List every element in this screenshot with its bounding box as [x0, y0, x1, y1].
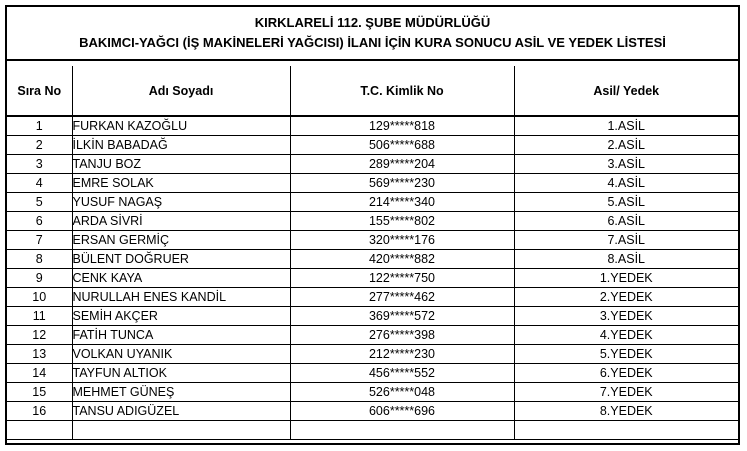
cell-adi-soyadi: FATİH TUNCA	[72, 326, 290, 345]
cell-tc-kimlik-no: 214*****340	[290, 193, 514, 212]
cell-sira-no: 5	[7, 193, 72, 212]
cell-sira-no: 13	[7, 345, 72, 364]
cell-sira-no: 10	[7, 288, 72, 307]
cell-adi-soyadi: TAYFUN ALTIOK	[72, 364, 290, 383]
cell-sira-no: 7	[7, 231, 72, 250]
cell-asil-yedek: 4.ASİL	[514, 174, 738, 193]
cell-sira-no: 3	[7, 155, 72, 174]
empty-cell	[72, 421, 290, 440]
cell-adi-soyadi: FURKAN KAZOĞLU	[72, 116, 290, 136]
cell-sira-no: 2	[7, 136, 72, 155]
cell-adi-soyadi: VOLKAN UYANIK	[72, 345, 290, 364]
cell-tc-kimlik-no: 129*****818	[290, 116, 514, 136]
cell-adi-soyadi: YUSUF NAGAŞ	[72, 193, 290, 212]
cell-tc-kimlik-no: 155*****802	[290, 212, 514, 231]
cell-asil-yedek: 8.ASİL	[514, 250, 738, 269]
table-row	[7, 136, 738, 155]
header-tc-kimlik-no: T.C. Kimlik No	[290, 66, 514, 116]
table-row	[7, 269, 738, 288]
empty-cell	[514, 421, 738, 440]
cell-tc-kimlik-no: 369*****572	[290, 307, 514, 326]
table-row	[7, 383, 738, 402]
cell-tc-kimlik-no: 420*****882	[290, 250, 514, 269]
cell-sira-no: 12	[7, 326, 72, 345]
cell-asil-yedek: 2.YEDEK	[514, 288, 738, 307]
cell-sira-no: 1	[7, 116, 72, 136]
table-row	[7, 250, 738, 269]
cell-tc-kimlik-no: 569*****230	[290, 174, 514, 193]
cell-sira-no: 4	[7, 174, 72, 193]
cell-adi-soyadi: ARDA SİVRİ	[72, 212, 290, 231]
table-row	[7, 345, 738, 364]
table-row	[7, 326, 738, 345]
table-row	[7, 174, 738, 193]
cell-asil-yedek: 7.ASİL	[514, 231, 738, 250]
table-body	[7, 116, 738, 440]
cell-sira-no: 15	[7, 383, 72, 402]
table-row	[7, 364, 738, 383]
cell-tc-kimlik-no: 289*****204	[290, 155, 514, 174]
result-table	[7, 66, 738, 440]
cell-asil-yedek: 4.YEDEK	[514, 326, 738, 345]
cell-sira-no: 14	[7, 364, 72, 383]
cell-adi-soyadi: TANSU ADIGÜZEL	[72, 402, 290, 421]
cell-asil-yedek: 3.YEDEK	[514, 307, 738, 326]
cell-tc-kimlik-no: 606*****696	[290, 402, 514, 421]
cell-tc-kimlik-no: 122*****750	[290, 269, 514, 288]
table-row	[7, 212, 738, 231]
cell-asil-yedek: 3.ASİL	[514, 155, 738, 174]
cell-adi-soyadi: NURULLAH ENES KANDİL	[72, 288, 290, 307]
cell-tc-kimlik-no: 320*****176	[290, 231, 514, 250]
cell-tc-kimlik-no: 212*****230	[290, 345, 514, 364]
cell-adi-soyadi: MEHMET GÜNEŞ	[72, 383, 290, 402]
table-row	[7, 402, 738, 421]
table-header-row	[7, 66, 738, 116]
cell-adi-soyadi: SEMİH AKÇER	[72, 307, 290, 326]
cell-sira-no: 9	[7, 269, 72, 288]
table-row	[7, 116, 738, 136]
cell-adi-soyadi: İLKİN BABADAĞ	[72, 136, 290, 155]
cell-tc-kimlik-no: 526*****048	[290, 383, 514, 402]
table-row	[7, 288, 738, 307]
cell-tc-kimlik-no: 506*****688	[290, 136, 514, 155]
cell-asil-yedek: 1.ASİL	[514, 116, 738, 136]
table-row	[7, 307, 738, 326]
cell-adi-soyadi: ERSAN GERMİÇ	[72, 231, 290, 250]
table-row	[7, 155, 738, 174]
cell-asil-yedek: 8.YEDEK	[514, 402, 738, 421]
cell-adi-soyadi: BÜLENT DOĞRUER	[72, 250, 290, 269]
empty-cell	[290, 421, 514, 440]
table-row	[7, 231, 738, 250]
cell-asil-yedek: 6.YEDEK	[514, 364, 738, 383]
header-asil-yedek: Asil/ Yedek	[514, 66, 738, 116]
cell-adi-soyadi: CENK KAYA	[72, 269, 290, 288]
empty-cell	[7, 421, 72, 440]
table-row	[7, 193, 738, 212]
cell-tc-kimlik-no: 456*****552	[290, 364, 514, 383]
cell-adi-soyadi: TANJU BOZ	[72, 155, 290, 174]
cell-tc-kimlik-no: 276*****398	[290, 326, 514, 345]
cell-asil-yedek: 6.ASİL	[514, 212, 738, 231]
title-line-2: BAKIMCI-YAĞCI (İŞ MAKİNELERİ YAĞCISI) İLANI İÇİN KURA SONUCU ASİL VE YEDEK LİSTESİ	[79, 35, 666, 50]
title-block	[7, 7, 738, 61]
cell-asil-yedek: 7.YEDEK	[514, 383, 738, 402]
cell-asil-yedek: 5.YEDEK	[514, 345, 738, 364]
cell-asil-yedek: 5.ASİL	[514, 193, 738, 212]
cell-sira-no: 8	[7, 250, 72, 269]
cell-sira-no: 16	[7, 402, 72, 421]
cell-asil-yedek: 1.YEDEK	[514, 269, 738, 288]
header-sira-no: Sıra No	[7, 66, 72, 116]
cell-tc-kimlik-no: 277*****462	[290, 288, 514, 307]
title-line-1: KIRKLARELİ 112. ŞUBE MÜDÜRLÜĞÜ	[254, 15, 491, 30]
cell-sira-no: 6	[7, 212, 72, 231]
cell-asil-yedek: 2.ASİL	[514, 136, 738, 155]
document-sheet	[5, 5, 740, 445]
cell-adi-soyadi: EMRE SOLAK	[72, 174, 290, 193]
empty-row	[7, 421, 738, 440]
cell-sira-no: 11	[7, 307, 72, 326]
header-adi-soyadi: Adı Soyadı	[72, 66, 290, 116]
